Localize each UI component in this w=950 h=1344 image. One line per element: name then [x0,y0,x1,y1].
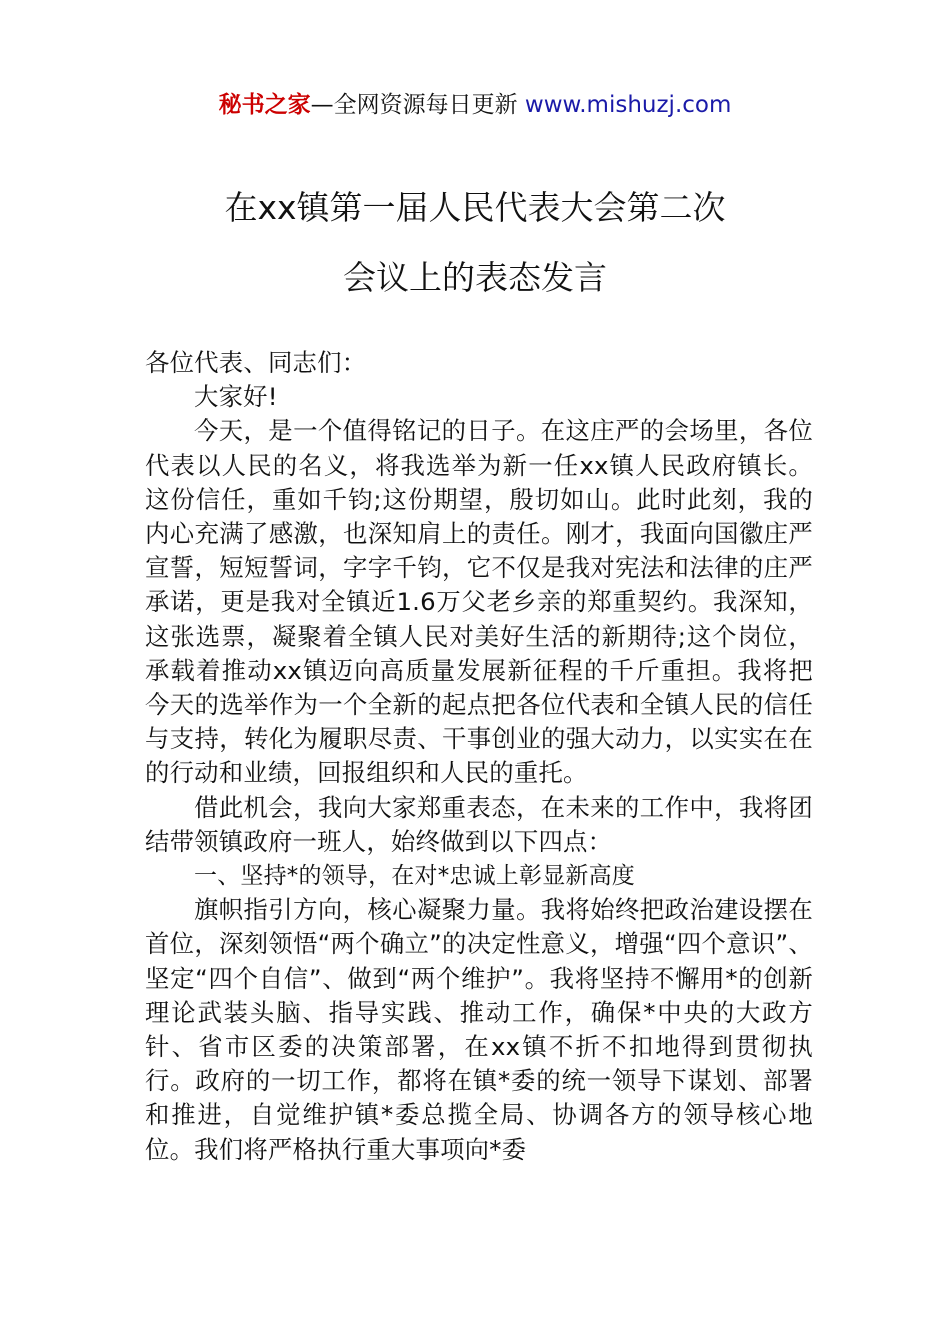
greeting: 大家好! [194,382,278,412]
section-heading-1: 一、坚持*的领导，在对*忠诚上彰显新高度 [194,863,635,890]
document-title-line-2: 会议上的表态发言 [343,258,607,297]
salutation: 各位代表、同志们： [145,348,367,377]
paragraph-2: 借此机会，我向大家郑重表态，在未来的工作中，我将团结带领镇政府一班人，始终做到以下四点： [145,792,813,856]
header-tagline: —全网资源每日更新 [310,92,518,118]
paragraph-1: 今天，是一个值得铭记的日子。在这庄严的会场里，各位代表以人民的名义，将我选举为新一任xx镇人民政府镇长。这份信任，重如千钧;这份期望，殷切如山。此时此刻，我的内心充满了感激，也深知肩上的责任。刚才，我面向国徽庄严宣誓，短短誓词，字字千钧，它不仅是我对宪法和法律的庄严承诺，更是我对全镇近1.6万父老乡亲的郑重契约。我深知，这张选票，凝聚着全镇人民对美好生活的新期待;这个岗位，承载着推动xx镇迈向高质量发展新征程的千斤重担。我将把今天的选举作为一个全新的起点把各位代表和全镇人民的信任与支持，转化为履职尽责、干事创业的强大动力，以实实在在的行动和业绩，回报组织和人民的重托。 [145,416,813,788]
document-body [145,346,813,1167]
document-title-line-1: 在xx镇第一届人民代表大会第二次 [224,188,726,227]
site-url-link[interactable]: www.mishuzj.com [524,92,732,118]
section-1-paragraph: 旗帜指引方向，核心凝聚力量。我将始终把政治建设摆在首位，深刻领悟“两个确立”的决定性意义，增强“四个意识”、坚定“四个自信”、做到“两个维护”。我将坚持不懈用*的创新理论武装头脑、指导实践、推动工作，确保*中央的大政方针、省市区委的决策部署，在xx镇不折不扣地得到贯彻执行。政府的一切工作，都将在镇*委的统一领导下谋划、部署和推进，自觉维护镇*委总揽全局、协调各方的领导核心地位。我们将严格执行重大事项向*委 [145,895,813,1164]
brand-name: 秘书之家 [218,92,311,118]
page-header [0,88,950,122]
